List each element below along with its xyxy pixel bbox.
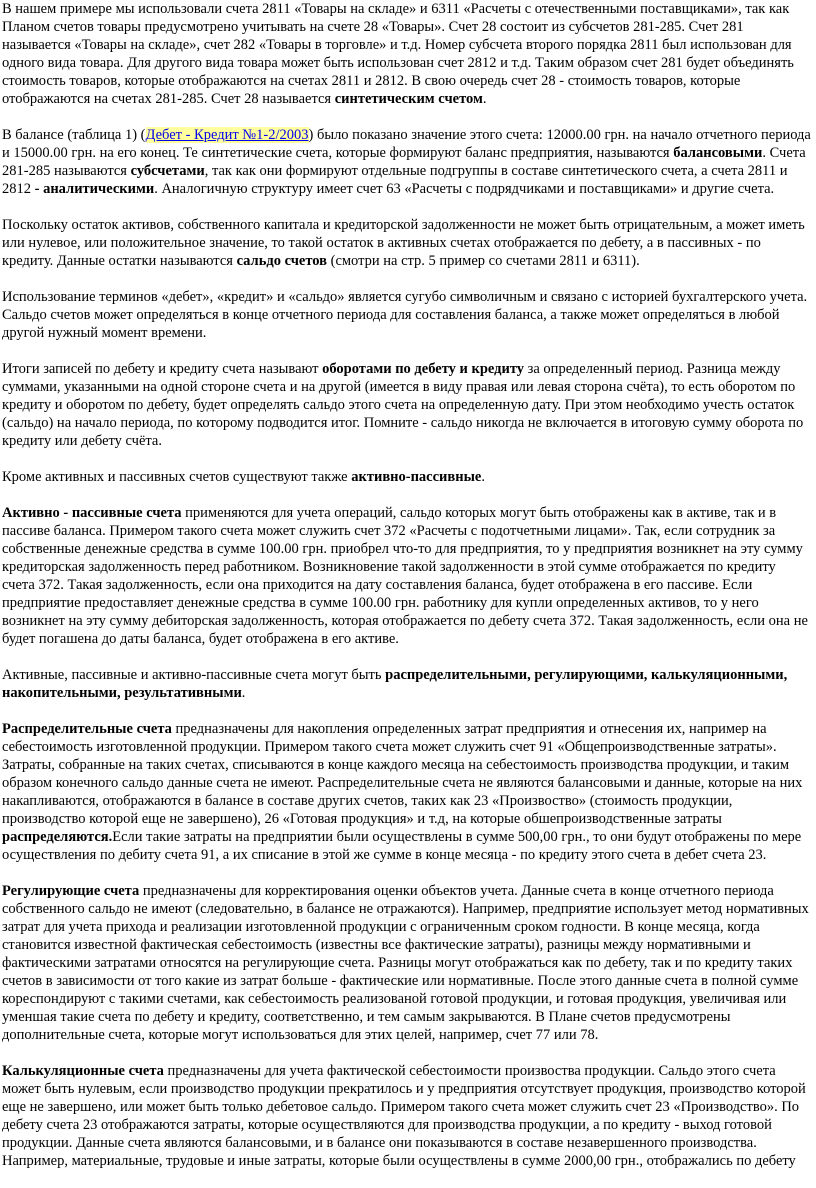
text-segment: Если такие затраты на предприятии были осуществлены в сумме 500,00 грн., то они будут отображены по мере осуществления по дебиту счета 91, а их списание в этой же сумме в конце месяца - по кредиту этого счета в дебет счета 23. xyxy=(2,829,802,863)
term-costing-accounts: Калькуляционные счета xyxy=(2,1063,164,1079)
debit-credit-link[interactable]: Дебет - Кредит №1-2/2003 xyxy=(145,127,309,143)
paragraph-active-passive-intro xyxy=(2,468,812,486)
text-segment: . Аналогичную структуру имеет счет 63 «Расчеты с подрядчиками и поставщиками» и другие счета. xyxy=(154,181,775,197)
term-regulating-accounts: Регулирующие счета xyxy=(2,883,140,899)
term-distributive-accounts: Распределительные счета xyxy=(2,721,172,737)
term-account-balances: сальдо счетов xyxy=(236,253,327,269)
term-turnovers: оборотами по дебету и кредиту xyxy=(322,361,525,377)
text-segment: В нашем примере мы использовали счета 2811 «Товары на складе» и 6311 «Расчеты с отечественными поставщиками», так как Планом счетов товары предусмотрено учитывать на счете 28 «Товары». Счет 28 состоит из субсчетов 281-285. Счет 281 называется «Товары на складе», счет 282 «Товары в торговле» и т.д. Номер субсчета второго порядка 2811 был использован для одного вида товара. Для другого вида товара может быть использован счет 2812 и т.д. Таким образом счет 281 будет объединять стоимость товаров, которые отображаются на счетах 2811 и 2812. В свою очередь счет 28 - стоимость товаров, которые отображаются на счетах 281-285. Счет 28 называется xyxy=(2,1,794,107)
term-balance-accounts: балансовыми xyxy=(673,145,763,161)
paragraph-balance-accounts xyxy=(2,126,812,198)
paragraph-turnovers xyxy=(2,360,812,450)
paragraph-distributive-accounts xyxy=(2,720,812,864)
term-account-types: распределительными, регулирующими, калькуляционными, накопительными, результативными xyxy=(2,667,788,701)
text-segment: , так как они формируют отдельные подгруппы в составе синтетического счета, а счета 2811 и 2812 xyxy=(2,163,788,197)
text-segment: ) было показано значение этого счета: 12000.00 грн. на начало отчетного периода и 15000.00 грн. на его конец. Те синтетические счета, которые формируют баланс предприятия, называются xyxy=(2,127,811,161)
paragraph-synthetic-accounts xyxy=(2,0,812,108)
term-active-passive: активно-пассивные xyxy=(351,469,482,485)
document-body xyxy=(2,0,812,1188)
paragraph-regulating-accounts xyxy=(2,882,812,1044)
paragraph-costing-accounts xyxy=(2,1062,812,1170)
text-segment: (смотри на стр. 5 пример со счетами 2811 и 6311). xyxy=(326,253,640,269)
paragraph-account-balances xyxy=(2,216,812,270)
text-segment: предназначены для корректирования оценки объектов учета. Данные счета в конце отчетного периода собственного сальдо не имеют (следовательно, в балансе не отражаются). Например, предприятие использует метод нормативных затрат для учета прихода и реализации изготовленной продукции с ограниченным сроком годности. В конце месяца, когда становится известной фактическая себестоимость (известны все фактические затраты), разницы между нормативными и фактическими затратами относятся на регулирующие счета. Разницы могут отображаться как по дебету, так и по кредиту таких счетов в зависимости от того какие из затрат больше - фактические или нормативные. После этого данные счета в полной сумме кореспондируют с такими счетами, как себестоимость реализованой готовой продукции, и готовая продукция, увеличивая или уменшая такие счета по дебету и кредиту, соответственно, и тем самым закрываются. В Плане счетов предусмотрены дополнительные счета, которые могут использоваться для этих целей, например, счет 77 или 78. xyxy=(2,883,809,1043)
paragraph-terms-usage xyxy=(2,288,812,342)
text-segment: Итоги записей по дебету и кредиту счета называют xyxy=(2,361,323,377)
text-segment: предназначены для учета фактической себестоимости произвоства продукции. Сальдо этого счета может быть нулевым, если производство продукции прекратилось и у предприятия отсутствует продукция, производство которой еще не завершено, или может быть только дебетовое сальдо. Примером такого счета может служить счет 23 «Производство». По дебету счета 23 отображаются затраты, которые осуществляются для производства продукции, а по кредиту - выход готовой продукции. Данные счета являются балансовыми, и в балансе они показываются в составе незавершенного производства. Например, материальные, трудовые и иные затраты, которые были осуществлены в сумме 2000,00 грн., отображались по дебету xyxy=(2,1063,806,1169)
term-distributed: распределяются. xyxy=(2,829,113,845)
text-segment: за определенный период. Разница между суммами, указанными на одной стороне счета и на другой (имеется в виду правая или левая сторона счёта), то есть оборотом по кредиту и оборотом по дебету, будет определять сальдо этого счета на определенную дату. При этом необходимо учесть остаток (сальдо) на начало периода, по которому подводится итог. Помните - сальдо никогда не включается в итоговую сумму оборота по кредиту или дебету счёта. xyxy=(2,361,804,449)
term-active-passive-accounts: Активно - пассивные счета xyxy=(2,505,182,521)
paragraph-active-passive-accounts xyxy=(2,504,812,648)
text-segment: Активные, пассивные и активно-пассивные счета могут быть xyxy=(2,667,386,683)
text-segment: . Счета 281-285 называются xyxy=(2,145,806,179)
term-synthetic-account: синтетическим счетом xyxy=(334,91,483,107)
text-segment: предназначены для накопления определенных затрат предприятия и отнесения их, например на себестоимость изготовленной продукции. Примером такого счета может служить счет 91 «Общепроизводственные затраты». Затраты, собранные на таких счетах, списываются в конце каждого месяца на себестоимость производства продукции, и таким образом конечного сальдо данные счета не имеют. Распределительные счета не являются балансовыми и данные, которые на них накапливаются, отображаются в балансе в составе других счетов, таких как 23 «Произвоство» (стоимость продукции, производство которой еще не завершено), 26 «Готовая продукция» и т.д, на которые обшепроизводственные затраты xyxy=(2,721,803,827)
term-subaccounts: субсчетами xyxy=(130,163,205,179)
text-segment: В балансе (таблица 1) ( xyxy=(2,127,146,143)
text-segment: Кроме активных и пассивных счетов существуют также xyxy=(2,469,352,485)
term-analytical: - аналитическими xyxy=(34,181,155,197)
text-segment: Поскольку остаток активов, собственного капитала и кредиторской задолженности не может быть отрицательным, а может иметь или нулевое, или положительное значение, то такой остаток в активных счетах отображается по дебету, а в пассивных - по кредиту. Данные остатки называются xyxy=(2,217,805,269)
text-segment: применяются для учета операций, сальдо которых могут быть отображены как в активе, так и в пассиве баланса. Примером такого счета может служить счет 372 «Расчеты с подотчетными лицами». Так, если сотрудник за собственные денежные средства в сумме 100.00 грн. приобрел что-то для предприятия, то у предприятия возникнет на эту сумму кредиторская задолженность перед работником. Возникновение такой задолженности в этой сумме отображается по кредиту счета 372. Такая задолженность, если она приходится на дату составления баланса, будет отображена в его пассиве. Если предприятие предоставляет денежные средства в сумме 100.00 грн. работнику для купли определенных активов, то у него возникнет на эту сумму дебиторская задолженность, которая отображается по дебету счета 372. Такая задолженность, если она не будет погашена до даты баланса, будет отображена в его активе. xyxy=(2,505,808,647)
paragraph-account-types xyxy=(2,666,812,702)
text-segment: . xyxy=(482,91,487,107)
text-segment: . xyxy=(481,469,485,485)
text-segment: . xyxy=(241,685,246,701)
text-segment: Использование терминов «дебет», «кредит» и «сальдо» является сугубо символичным и связано с историей бухгалтерского учета. Сальдо счетов может определяться в конце отчетного периода для составления баланса, а также может определяться в любой другой нужный момент времени. xyxy=(2,289,808,341)
